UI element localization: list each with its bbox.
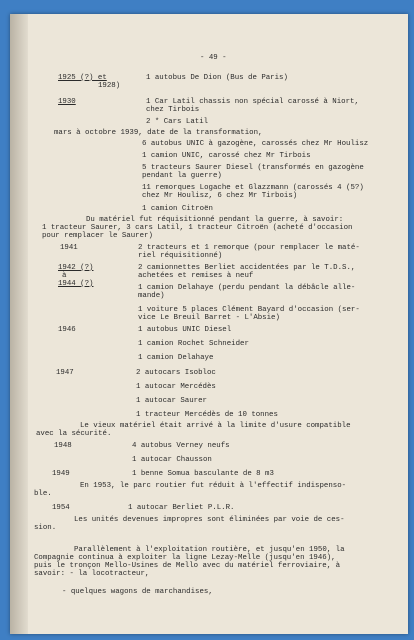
text-line: à (62, 272, 67, 280)
text-line: chez Mr Houlisz, 6 chez Mr Tirbois) (142, 192, 298, 200)
text-line: 1944 (?) (58, 280, 94, 288)
text-line: 1 camion Delahaye (138, 354, 214, 362)
text-line: chez Tirbois (146, 106, 200, 114)
text-line: avec la sécurité. (36, 430, 112, 438)
text-line: 1 camion Citroën (142, 205, 213, 213)
text-line: 2 autocars Isobloc (136, 369, 216, 377)
text-line: Compagnie continua à exploiter la ligne Lezay-Melle (jusqu'en 1946), (34, 554, 336, 562)
text-line: 4 autobus Verney neufs (132, 442, 230, 450)
text-line: 1 autobus UNIC Diesel (138, 326, 232, 334)
text-line: 6 autobus UNIC à gazogène, carossés chez Mr Houlisz (142, 140, 369, 148)
text-line: 1 camion Delahaye (perdu pendant la débâcle alle- (138, 284, 356, 292)
text-line: puis le tronçon Mello-Usines de Mello avec du matériel ferroviaire, à (34, 562, 341, 570)
text-line: ble. (34, 490, 52, 498)
text-line: pour remplacer le Saurer) (42, 232, 153, 240)
text-line: riel réquisitionné) (138, 252, 223, 260)
text-line: Du matériel fut réquisitionné pendant la guerre, à savoir: (86, 216, 344, 224)
text-line: 1 autocar Mercédès (136, 383, 216, 391)
text-line: 1 autocar Berliet P.L.R. (128, 504, 235, 512)
text-line: 1941 (60, 244, 78, 252)
text-line: 1930 (58, 98, 76, 106)
text-line: 11 remorques Logache et Glazzmann (carossés 4 (5?) (142, 184, 364, 192)
text-line: 1 camion UNIC, carossé chez Mr Tirbois (142, 152, 311, 160)
text-line: vice Le Breuil Barret - L'Absie) (138, 314, 280, 322)
text-line: 1 voiture 5 places Clément Bayard d'occasion (ser- (138, 306, 360, 314)
text-line: 1 tracteur Saurer, 3 cars Latil, 1 tracteur Citroën (acheté d'occasion (42, 224, 353, 232)
text-line: pendant la guerre) (142, 172, 222, 180)
text-line: 1 tracteur Mercédès de 10 tonnes (136, 411, 278, 419)
text-line: 1 autocar Chausson (132, 456, 212, 464)
text-line: 2 * Cars Latil (146, 118, 209, 126)
text-line: 5 tracteurs Saurer Diesel (transformés en gazogène (142, 164, 364, 172)
document-page (10, 14, 408, 634)
text-line: 1942 (?) (58, 264, 94, 272)
text-line: sion. (34, 524, 57, 532)
text-line: 1947 (56, 369, 74, 377)
page-number: - 49 - (200, 54, 227, 62)
text-line: achetées et remises à neuf (138, 272, 254, 280)
text-line: 2 camionnettes Berliet accidentées par le T.D.S., (138, 264, 356, 272)
text-line: 1946 (58, 326, 76, 334)
text-line: 2 tracteurs et 1 remorque (pour remplacer le maté- (138, 244, 360, 252)
text-line: 1 Car Latil chassis non spécial carossé à Niort, (146, 98, 359, 106)
text-line: Le vieux matériel était arrivé à la limite d'usure compatible (80, 422, 351, 430)
text-line: 1949 (52, 470, 70, 478)
text-line: En 1953, le parc routier fut réduit à l'effectif indispenso- (80, 482, 347, 490)
text-line: mars à octobre 1939, date de la transformation, (54, 129, 263, 137)
page-binding-shadow (10, 14, 28, 634)
text-line: 1954 (52, 504, 70, 512)
text-line: mande) (138, 292, 165, 300)
text-line: 1948 (54, 442, 72, 450)
text-line: 1928) (98, 82, 121, 90)
text-line: 1 benne Somua basculante de 8 m3 (132, 470, 274, 478)
text-line: 1 autocar Saurer (136, 397, 207, 405)
text-line: 1 camion Rochet Schneider (138, 340, 249, 348)
text-line: 1 autobus De Dion (Bus de Paris) (146, 74, 288, 82)
text-line: savoir: - la locotracteur, (34, 570, 150, 578)
text-line: Les unités devenues impropres sont éliminées par voie de ces- (74, 516, 345, 524)
text-line: 1925 (?) et (58, 74, 107, 82)
text-line: Parallèlement à l'exploitation routière, et jusqu'en 1950, la (74, 546, 345, 554)
text-line: - quelques wagons de marchandises, (62, 588, 213, 596)
